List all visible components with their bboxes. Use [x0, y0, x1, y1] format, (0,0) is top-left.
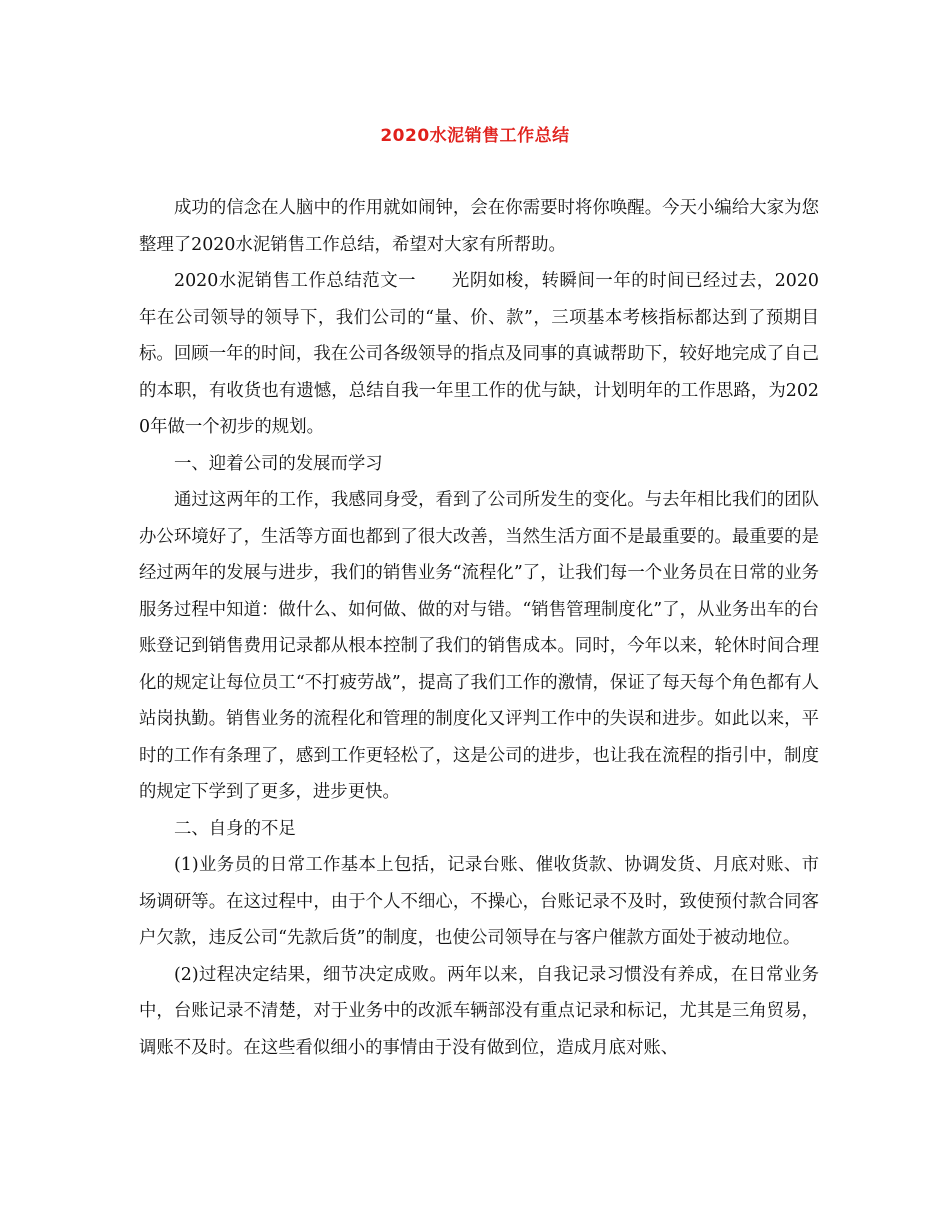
document-body	[139, 190, 819, 1066]
paragraph-shortcoming-2: (2)过程决定结果，细节决定成败。两年以来，自我记录习惯没有养成，在日常业务中，台账记录不清楚，对于业务中的改派车辆部没有重点记录和标记，尤其是三角贸易，调账不及时。在这些看似细小的事情由于没有做到位，造成月底对账、	[139, 964, 819, 1058]
paragraph-company-changes: 通过这两年的工作，我感同身受，看到了公司所发生的变化。与去年相比我们的团队办公环境好了，生活等方面也都到了很大改善，当然生活方面不是最重要的。最重要的是经过两年的发展与进步，我们的销售业务“流程化”了，让我们每一个业务员在日常的业务服务过程中知道：做什么、如何做、做的对与错。“销售管理制度化”了，从业务出车的台账登记到销售费用记录都从根本控制了我们的销售成本。同时，今年以来，轮休时间合理化的规定让每位员工“不打疲劳战”，提高了我们工作的激情，保证了每天每个角色都有人站岗执勤。销售业务的流程化和管理的制度化又评判工作中的失误和进步。如此以来，平时的工作有条理了，感到工作更轻松了，这是公司的进步，也让我在流程的指引中，制度的规定下学到了更多，进步更快。	[139, 490, 819, 802]
paragraph-intro: 成功的信念在人脑中的作用就如闹钟，会在你需要时将你唤醒。今天小编给大家为您整理了2020水泥销售工作总结，希望对大家有所帮助。	[139, 198, 819, 255]
section-heading-shortcomings: 二、自身的不足	[174, 818, 296, 839]
paragraph-sample-one: 2020水泥销售工作总结范文一 光阴如梭，转瞬间一年的时间已经过去，2020年在公司领导的领导下，我们公司的“量、价、款”，三项基本考核指标都达到了预期目标。回顾一年的时间，我在公司各级领导的指点及同事的真诚帮助下，较好地完成了自己的本职，有收货也有遗憾，总结自我一年里工作的优与缺，计划明年的工作思路，为2020年做一个初步的规划。	[139, 271, 819, 437]
section-heading-learning: 一、迎着公司的发展而学习	[174, 453, 383, 474]
document-title: 2020水泥销售工作总结	[380, 126, 570, 146]
paragraph-shortcoming-1: (1)业务员的日常工作基本上包括，记录台账、催收货款、协调发货、月底对账、市场调研等。在这过程中，由于个人不细心，不操心，台账记录不及时，致使预付款合同客户欠款，违反公司“先款后货”的制度，也使公司领导在与客户催款方面处于被动地位。	[139, 855, 819, 948]
